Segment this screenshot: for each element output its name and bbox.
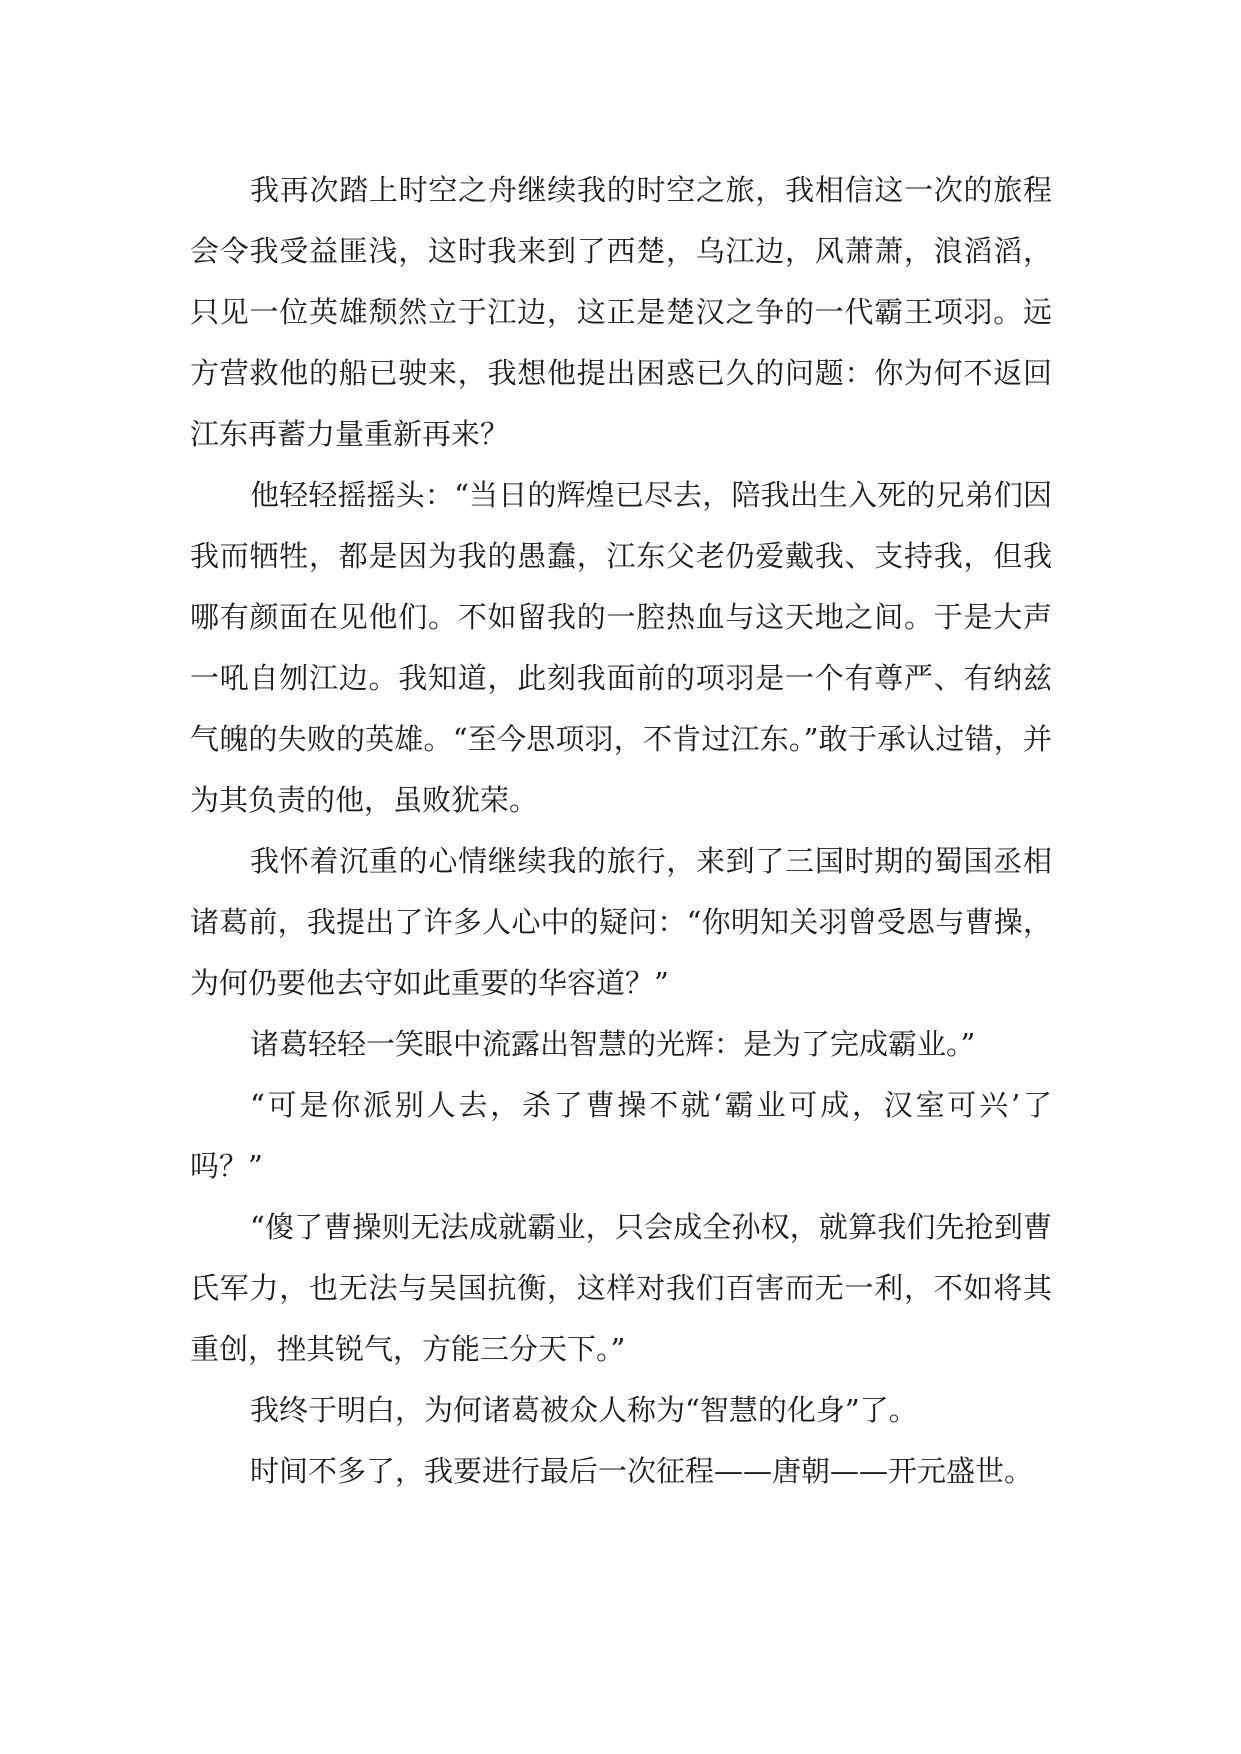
paragraph-7: 我终于明白，为何诸葛被众人称为“智慧的化身”了。 <box>250 1393 918 1427</box>
paragraph-2: 他轻轻摇摇头：“当日的辉煌已尽去，陪我出生入死的兄弟们因我而牺牲，都是因为我的愚蠢，江东父老仍爱戴我、支持我，但我哪有颜面在见他们。不如留我的一腔热血与这天地之间。于是大声一吼自刎江边。我知道，此刻我面前的项羽是一个有尊严、有纳兹气魄的失败的英雄。“至今思项羽，不肯过江东。”敢于承认过错，并为其负责的他，虽败犹荣。 <box>190 478 1052 817</box>
paragraph-6: “傻了曹操则无法成就霸业，只会成全孙权，就算我们先抢到曹氏军力，也无法与吴国抗衡，这样对我们百害而无一利，不如将其重创，挫其锐气，方能三分天下。” <box>190 1210 1052 1366</box>
paragraph-5: “可是你派别人去，杀了曹操不就‘霸业可成，汉室可兴’了吗？” <box>190 1088 1052 1183</box>
paragraph-4: 诸葛轻轻一笑眼中流露出智慧的光辉：是为了完成霸业。” <box>250 1027 976 1061</box>
paragraph-3: 我怀着沉重的心情继续我的旅行，来到了三国时期的蜀国丞相诸葛前，我提出了许多人心中的疑问：“你明知关羽曾受恩与曹操，为何仍要他去守如此重要的华容道？” <box>190 844 1052 1000</box>
paragraph-1: 我再次踏上时空之舟继续我的时空之旅，我相信这一次的旅程会令我受益匪浅，这时我来到了西楚，乌江边，风萧萧，浪滔滔，只见一位英雄颓然立于江边，这正是楚汉之争的一代霸王项羽。远方营救他的船已驶来，我想他提出困惑已久的问题：你为何不返回江东再蓄力量重新再来？ <box>190 173 1052 451</box>
document-page <box>190 160 1052 1502</box>
paragraph-8: 时间不多了，我要进行最后一次征程——唐朝——开元盛世。 <box>250 1454 1034 1488</box>
